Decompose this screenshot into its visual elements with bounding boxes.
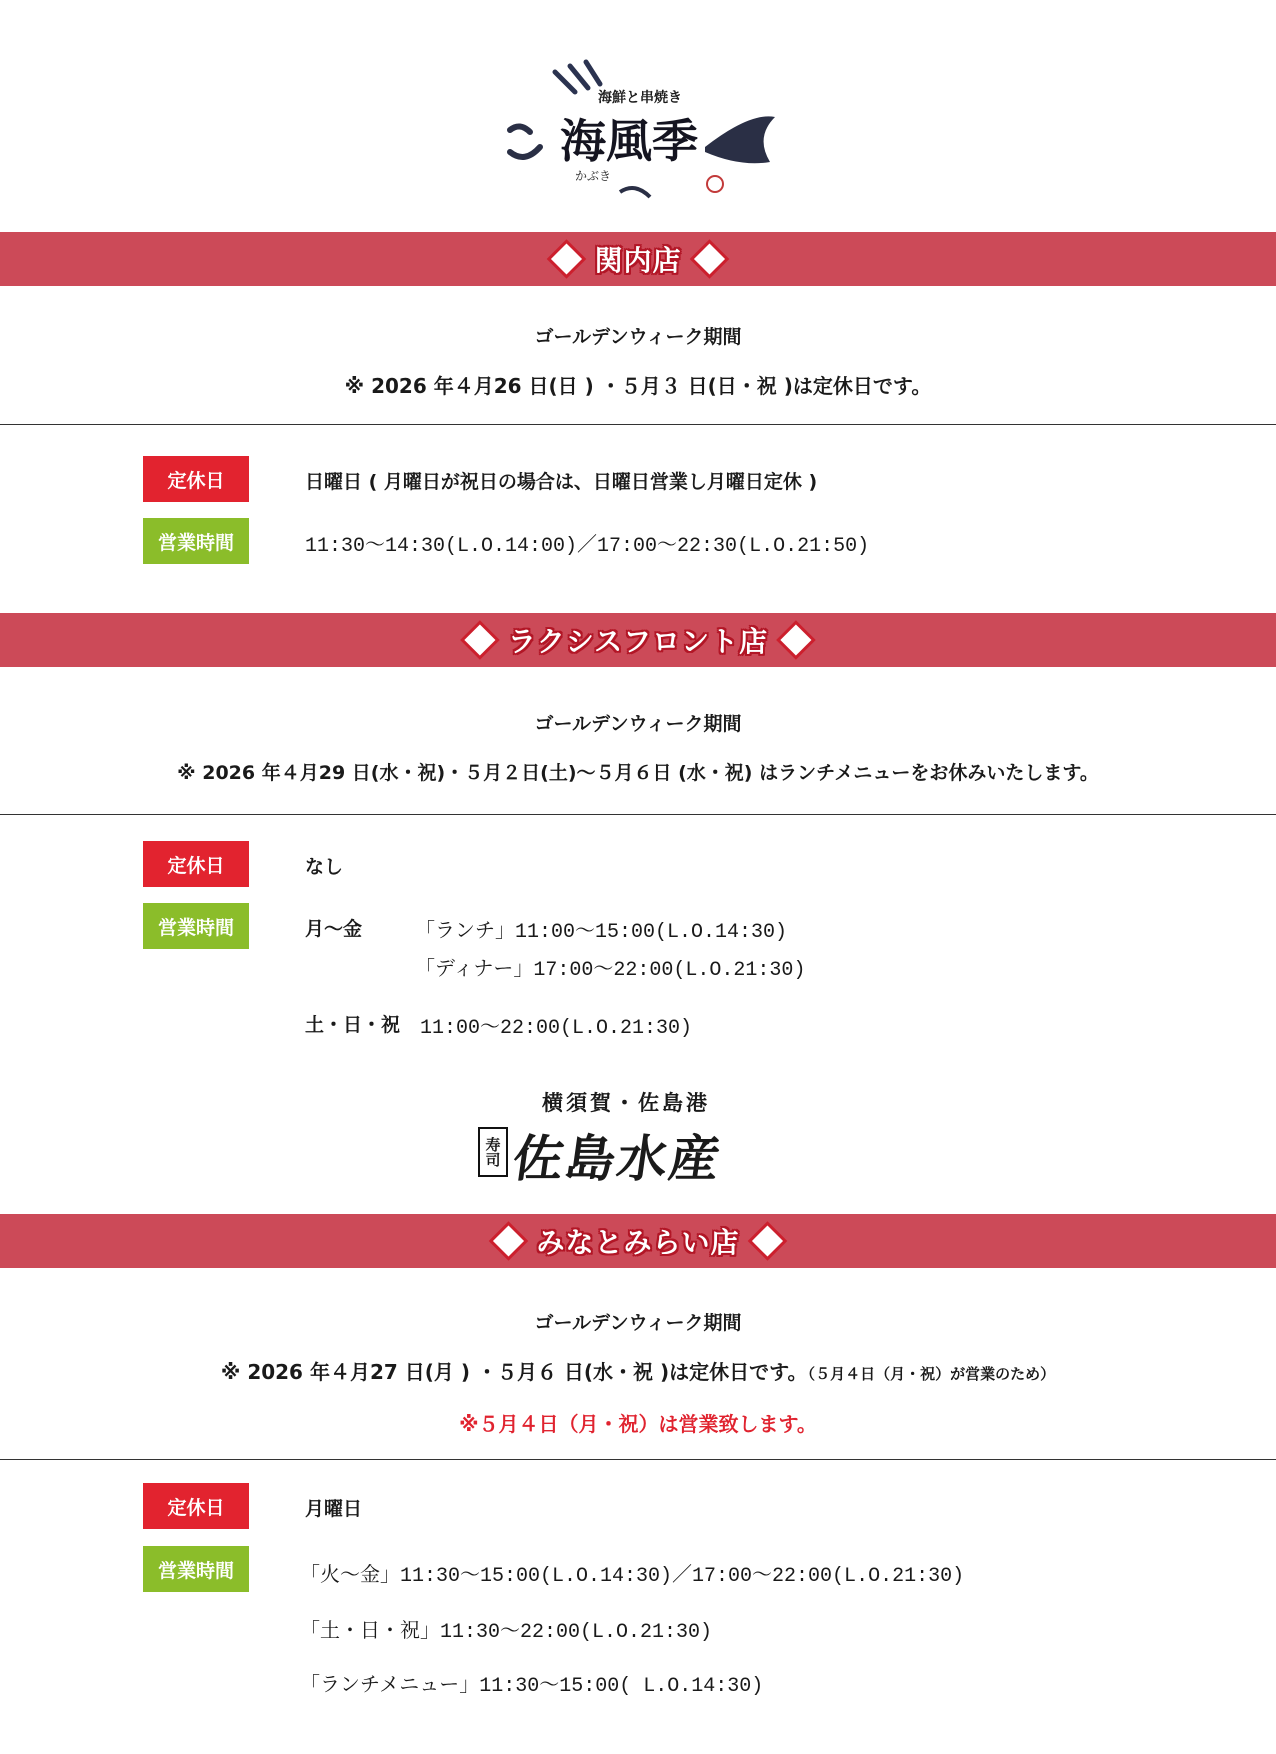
logo-upper-text: 海鮮と串焼き (598, 90, 682, 106)
minatomirai-hours-tag: 営業時間 (143, 1546, 249, 1592)
divider (0, 1459, 1276, 1460)
logo-main-text: 海風季 (560, 114, 698, 168)
diamond-icon (694, 243, 726, 275)
minatomirai-hours-lunch: 「ランチメニュー」11:30〜15:00( L.O.14:30) (300, 1675, 764, 1698)
diamond-icon (550, 243, 582, 275)
diamond-icon (752, 1225, 784, 1257)
minatomirai-closed-tag: 定休日 (143, 1483, 249, 1529)
kannai-gw-heading: ゴールデンウィーク期間 (534, 326, 742, 348)
sashima-suisan-logo (470, 1085, 770, 1188)
sashima-badge: 寿司 (478, 1127, 508, 1177)
minatomirai-gw-note: ※ 2026 年４月27 日(月 ) ・５月６ 日(水・祝 )は定休日です。 (220, 1360, 808, 1384)
kannai-closed-tag: 定休日 (143, 456, 249, 502)
luxis-hours-tag: 営業時間 (143, 903, 249, 949)
luxis-gw-note: ※ 2026 年４月29 日(水・祝)・５月２日(土)〜５月６日 (水・祝) はランチメニューをお休みいたします。 (177, 762, 1099, 784)
minatomirai-title: みなとみらい店 (536, 1226, 740, 1259)
luxis-dinner-hours: 「ディナー」17:00〜22:00(L.O.21:30) (415, 959, 806, 982)
kannai-title: 関内店 (594, 244, 682, 277)
diamond-icon (464, 624, 496, 656)
logo-reading-text: かぶき (575, 169, 612, 183)
sashima-upper-text: 横須賀・佐島港 (542, 1090, 710, 1115)
luxis-closed-tag: 定休日 (143, 841, 249, 887)
diamond-icon (492, 1225, 524, 1257)
luxis-title: ラクシスフロント店 (507, 625, 769, 658)
minatomirai-header-band (0, 1214, 1276, 1268)
luxis-weekday-label: 月〜金 (305, 918, 363, 940)
kabuki-fish-logo-graphic (500, 52, 780, 212)
kabuki-logo (500, 52, 780, 212)
kannai-gw-note: ※ 2026 年４月26 日(日 ) ・５月３ 日(日・祝 )は定休日です。 (344, 374, 932, 398)
minatomirai-hours-weekday: 「火〜金」11:30〜15:00(L.O.14:30)／17:00〜22:00(L.O.21:30) (300, 1565, 965, 1588)
minatomirai-hours-weekend: 「土・日・祝」11:30〜22:00(L.O.21:30) (300, 1621, 713, 1644)
divider (0, 814, 1276, 815)
luxis-weekend-hours: 11:00〜22:00(L.O.21:30) (420, 1017, 693, 1040)
luxis-closed-value: なし (305, 856, 344, 878)
minatomirai-gw-red-note: ※５月４日（月・祝）は営業致します。 (459, 1412, 817, 1436)
minatomirai-gw-heading: ゴールデンウィーク期間 (534, 1312, 742, 1334)
luxis-lunch-hours: 「ランチ」11:00〜15:00(L.O.14:30) (415, 921, 788, 944)
kannai-closed-value: 日曜日 ( 月曜日が祝日の場合は、日曜日営業し月曜日定休 ) (305, 471, 818, 493)
kannai-hours-tag: 営業時間 (143, 518, 249, 564)
luxis-header-band (0, 613, 1276, 667)
divider (0, 424, 1276, 425)
diamond-icon (780, 624, 812, 656)
minatomirai-closed-value: 月曜日 (305, 1498, 363, 1520)
luxis-gw-heading: ゴールデンウィーク期間 (534, 713, 742, 735)
luxis-weekend-label: 土・日・祝 (305, 1014, 401, 1036)
minatomirai-gw-note-line (0, 1356, 1276, 1385)
sashima-main-text: 佐島水産 (509, 1129, 726, 1188)
minatomirai-gw-note-small: （５月４日（月・祝）が営業のため） (807, 1365, 1056, 1383)
kannai-header-band (0, 232, 1276, 286)
kannai-hours-value: 11:30〜14:30(L.O.14:00)／17:00〜22:30(L.O.21:50) (305, 535, 870, 558)
